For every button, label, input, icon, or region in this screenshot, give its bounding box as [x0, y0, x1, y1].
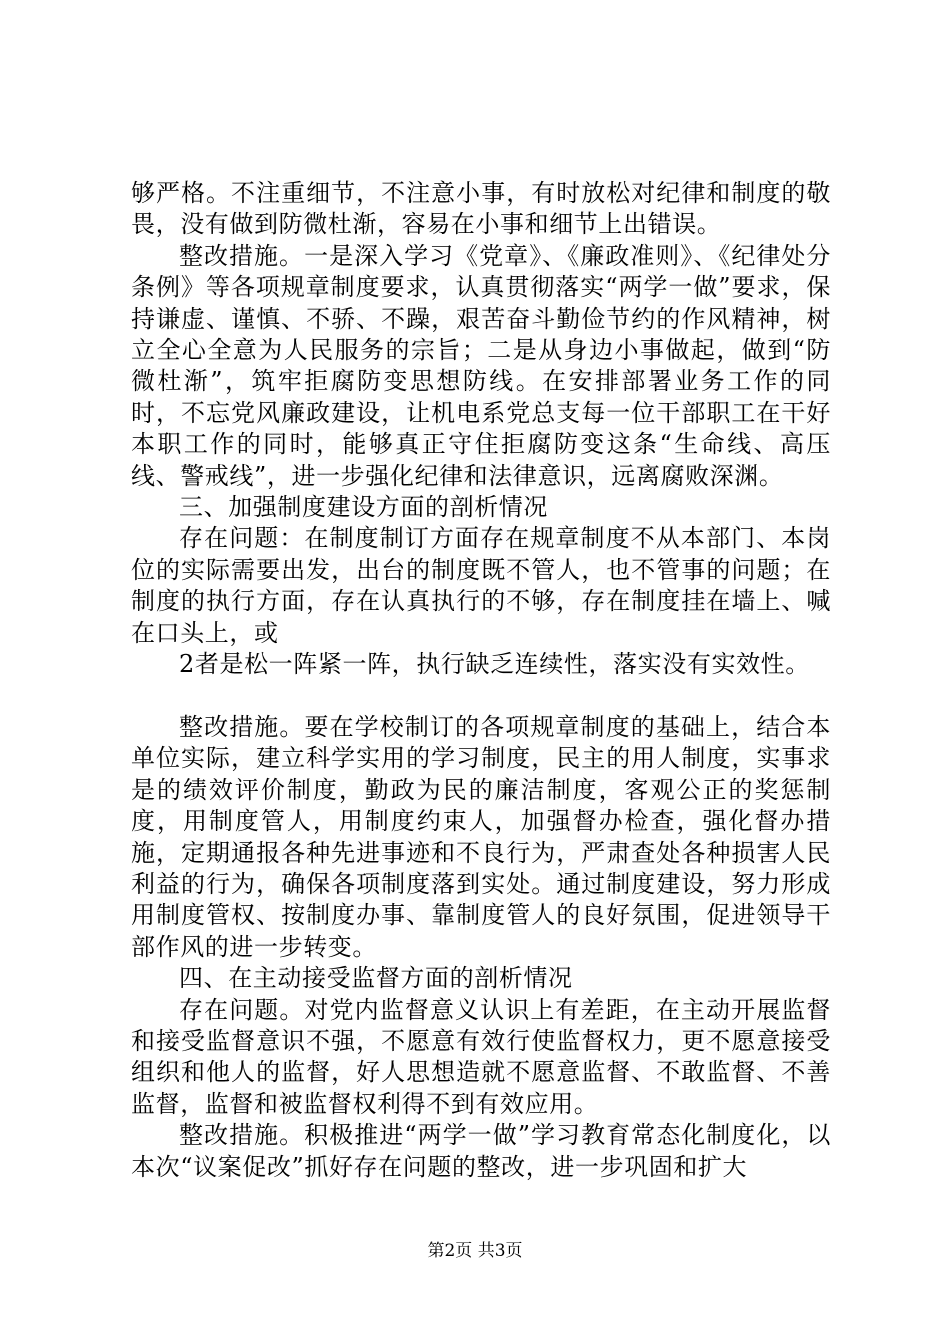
section-heading-3: 三、加强制度建设方面的剖析情况	[179, 493, 548, 522]
page-number-footer: 第2页 共3页	[427, 1241, 523, 1261]
paragraph-existing-problems-4: 存在问题。对党内监督意义认识上有差距，在主动开展监督和接受监督意识不强，不愿意有效行使监督权力，更不愿意接受组织和他人的监督，好人思想造就不愿意监督、不敢监督、不善监督，监督和被监督权利得不到有效应用。	[131, 995, 831, 1118]
paragraph-rectification-measures-4: 整改措施。积极推进“两学一做”学习教育常态化制度化，以本次“议案促改”抓好存在问题的整改，进一步巩固和扩大	[131, 1121, 831, 1181]
blank-line	[131, 681, 831, 712]
paragraph-rectification-measures-3: 整改措施。要在学校制订的各项规章制度的基础上，结合本单位实际，建立科学实用的学习制度，民主的用人制度，实事求是的绩效评价制度，勤政为民的廉洁制度，客观公正的奖惩制度，用制度管人，用制度约束人，加强督办检查，强化督办措施，定期通报各种先进事迹和不良行为，严肃查处各种损害人民利益的行为，确保各项制度落到实处。通过制度建设，努力形成用制度管权、按制度办事、靠制度管人的良好氛围，促进领导干部作风的进一步转变。	[131, 712, 831, 961]
paragraph-existing-problems-3: 存在问题：在制度制订方面存在规章制度不从本部门、本岗位的实际需要出发，出台的制度既不管人，也不管事的问题；在制度的执行方面，存在认真执行的不够，存在制度挂在墙上、喊在口头上，或	[131, 524, 831, 647]
paragraph-continuation: 够严格。不注重细节，不注意小事，有时放松对纪律和制度的敬畏，没有做到防微杜渐，容易在小事和细节上出错误。	[131, 179, 831, 239]
paragraph-existing-problems-3-continued: 2者是松一阵紧一阵，执行缺乏连续性，落实没有实效性。	[179, 650, 810, 679]
section-heading-4: 四、在主动接受监督方面的剖析情况	[179, 964, 573, 993]
paragraph-rectification-measures-1: 整改措施。一是深入学习《党章》、《廉政准则》、《纪律处分条例》等各项规章制度要求，认真贯彻落实“两学一做”要求，保持谦虚、谨慎、不骄、不躁，艰苦奋斗勤俭节约的作风精神，树立全心全意为人民服务的宗旨；二是从身边小事做起，做到“防微杜渐”，筑牢拒腐防变思想防线。在安排部署业务工作的同时，不忘党风廉政建设，让机电系党总支每一位干部职工在干好本职工作的同时，能够真正守住拒腐防变这条“生命线、高压线、警戒线”，进一步强化纪律和法律意识，远离腐败深渊。	[131, 241, 831, 490]
document-body	[131, 178, 831, 1183]
